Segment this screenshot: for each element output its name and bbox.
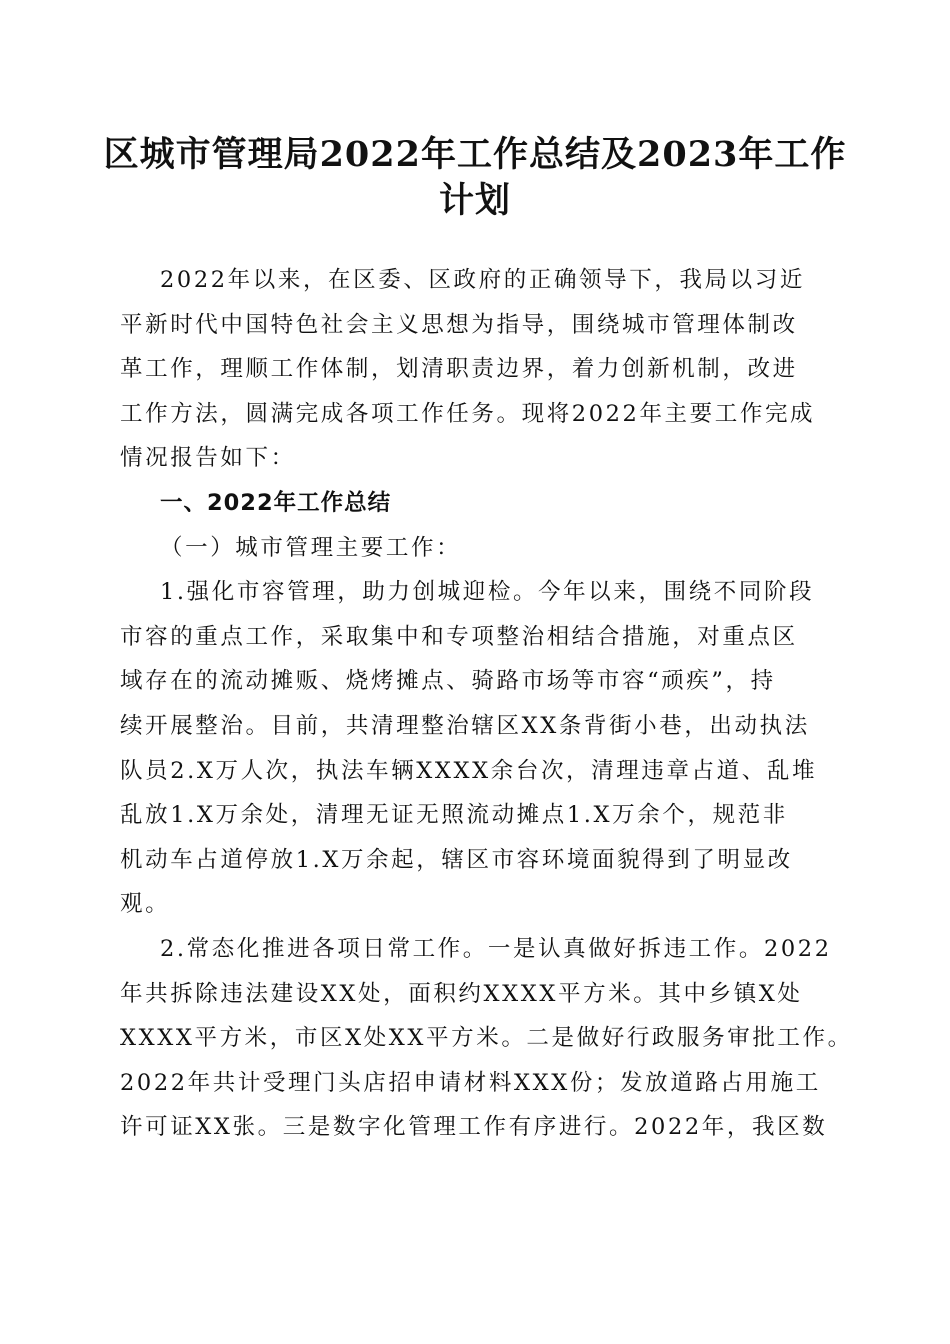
text-line: 情况报告如下： (120, 445, 296, 472)
text-line: 乱放1.X万余处，清理无证无照流动摊点1.X万余个，规范非 (120, 802, 788, 829)
item-2-paragraph (120, 927, 853, 1150)
text-line: 2.常态化推进各项日常工作。一是认真做好拆违工作。2022 (160, 935, 832, 962)
text-line: 市容的重点工作，采取集中和专项整治相结合措施，对重点区 (120, 623, 798, 650)
text-line: 2022年共计受理门头店招申请材料XXX份；发放道路占用施工 (120, 1069, 821, 1096)
text-line: 域存在的流动摊贩、烧烤摊点、骑路市场等市容“顽疾”，持 (120, 668, 776, 695)
text-line: XXXX平方米，市区X处XX平方米。二是做好行政服务审批工作。 (120, 1025, 853, 1052)
title-line-1: 区城市管理局2022年工作总结及2023年工作 (103, 134, 847, 175)
text-line: 观。 (120, 891, 171, 918)
text-line: 1.强化市容管理，助力创城迎检。今年以来，围绕不同阶段 (160, 579, 815, 606)
text-line: 年共拆除违法建设XX处，面积约XXXX平方米。其中乡镇X处 (120, 980, 803, 1007)
text-line: 革工作，理顺工作体制，划清职责边界，着力创新机制，改进 (120, 356, 798, 383)
text-line: 队员2.X万人次，执法车辆XXXX余台次，清理违章占道、乱堆 (120, 757, 818, 784)
section-heading: 一、2022年工作总结 (160, 489, 392, 516)
text-line: 机动车占道停放1.X万余起，辖区市容环境面貌得到了明显改 (120, 846, 793, 873)
text-line: 许可证XX张。三是数字化管理工作有序进行。2022年，我区数 (120, 1114, 828, 1141)
document-body (120, 258, 853, 1150)
text-line: 平新时代中国特色社会主义思想为指导，围绕城市管理体制改 (120, 311, 798, 338)
text-line: 2022年以来，在区委、区政府的正确领导下，我局以习近 (160, 267, 805, 293)
text-line: 续开展整治。目前，共清理整治辖区XX条背街小巷，出动执法 (120, 712, 810, 739)
title-line-2: 计划 (438, 180, 511, 221)
item-1-paragraph (120, 570, 830, 927)
intro-paragraph (120, 258, 830, 481)
subsection-heading: （一）城市管理主要工作： (160, 534, 462, 561)
text-line: 工作方法，圆满完成各项工作任务。现将2022年主要工作完成 (120, 400, 816, 427)
document-title (100, 132, 850, 224)
